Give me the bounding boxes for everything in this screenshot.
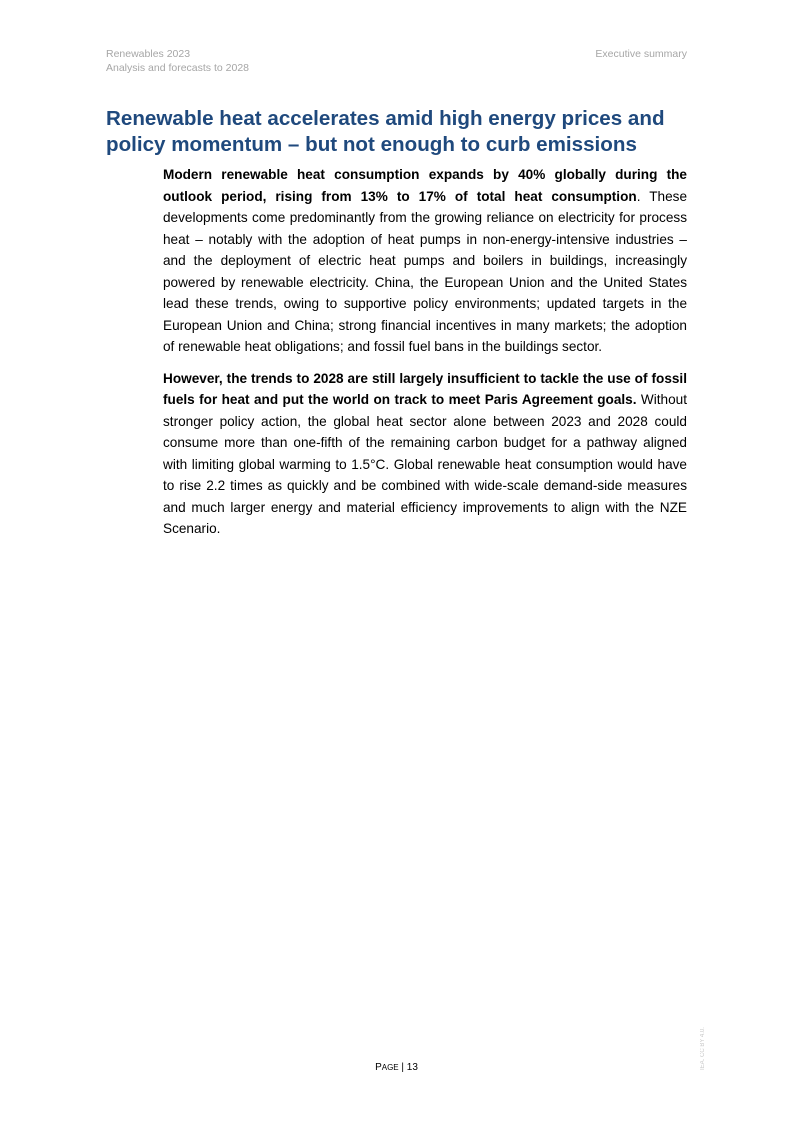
page-title-line-2: policy momentum – but not enough to curb emissions <box>106 133 637 156</box>
body-text <box>163 164 687 550</box>
section-name: Executive summary <box>595 48 687 60</box>
page-footer <box>0 1061 793 1075</box>
page-title <box>106 106 696 158</box>
page-number: 13 <box>406 1062 418 1073</box>
report-title: Renewables 2023 <box>106 48 191 60</box>
paragraph-body: . These developments come predominantly from the growing reliance on electricity for process heat – notably with the adoption of heat pumps in non-energy-intensive industries – and the deployment of electric heat pumps and boilers in buildings, increasingly powered by renewable electricity. China, the European Union and the United States lead these trends, owing to supportive policy environments; updated targets in the European Union and China; strong financial incentives in many markets; the adoption of renewable heat obligations; and fossil fuel bans in the buildings sector. <box>163 188 688 354</box>
report-subtitle: Analysis and forecasts to 2028 <box>106 62 250 74</box>
page-title-line-1: Renewable heat accelerates amid high energy prices and <box>106 107 665 130</box>
paragraph-lead: Modern renewable heat consumption expands by 40% globally during the outlook period, rising from 13% to 17% of total heat consumption <box>163 167 687 204</box>
report-header <box>106 47 249 75</box>
paragraph-body: Without stronger policy action, the global heat sector alone between 2023 and 2028 could consume more than one-fifth of the remaining carbon budget for a pathway aligned with limiting global warming to 1.5°C. Global renewable heat consumption would have to rise 2.2 times as quickly and be combined with wide-scale demand-side measures and much larger energy and material efficiency improvements to align with the NZE Scenario. <box>163 392 687 536</box>
paragraph-lead: However, the trends to 2028 are still largely insufficient to tackle the use of fossil fuels for heat and put the world on track to meet Paris Agreement goals. <box>163 370 687 407</box>
paragraph-heat-consumption <box>163 164 687 358</box>
license-note: IEA. CC BY 4.0. <box>700 1027 706 1070</box>
paragraph-insufficient-trends <box>163 368 687 540</box>
page-label: PAGE <box>375 1062 399 1073</box>
page-separator: | <box>398 1062 407 1073</box>
